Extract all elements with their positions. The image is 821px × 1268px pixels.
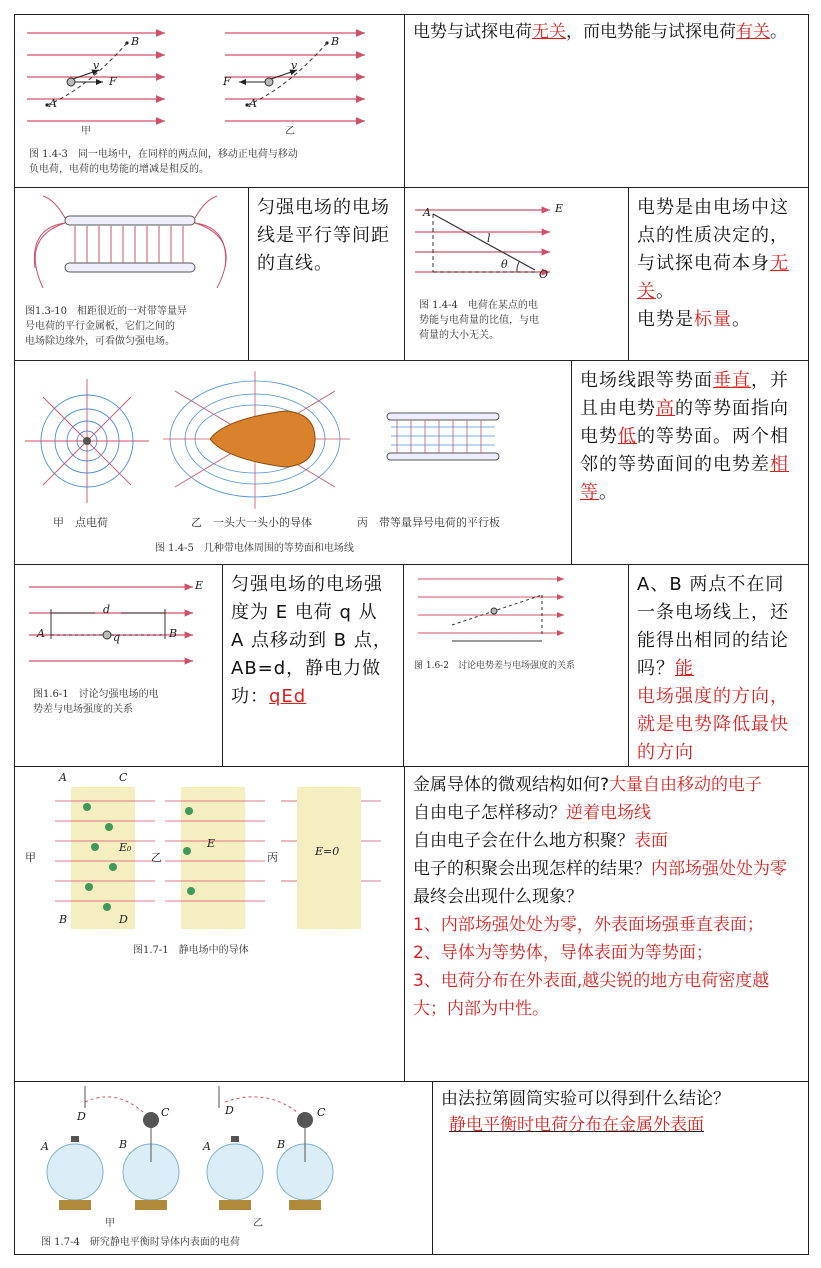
- sub-label-yi: 乙: [285, 126, 295, 137]
- label-E0: E₀: [119, 841, 132, 854]
- row6-figure-cell: [14, 1081, 433, 1255]
- figure-caption: 图1.3-10 相距很近的一对带等量异 号电荷的平行金属板，它们之间的 电场除边缘外，可看做匀强电场。: [25, 306, 188, 347]
- label-yi: 乙: [151, 851, 162, 864]
- row1-figure-cell: [14, 14, 405, 188]
- sub-label-bing: 丙 带等量异号电荷的平行板: [357, 516, 500, 529]
- row2-figure1-cell: [14, 187, 249, 361]
- label-E: E: [195, 579, 204, 592]
- equipotential-surfaces-diagram: [15, 361, 572, 521]
- label-B: B: [59, 913, 68, 926]
- figure-caption: 图 1.4-4 电荷在某点的电 势能与电荷量的比值，与电 荷量的大小无关。: [419, 300, 539, 341]
- row4-text1-cell: 匀强电场的电场强度为 E 电荷 q 从 A 点移动到 B 点，AB=d，静电力做功：qEd: [222, 564, 404, 767]
- row2-figure2-cell: [404, 187, 629, 361]
- label-B: B: [169, 627, 178, 640]
- row3-figure-cell: [14, 360, 572, 565]
- label-E: E: [207, 837, 216, 850]
- row5-text-cell: [404, 766, 809, 1082]
- figure-caption: 图 1.4-3 同一电场中，在同样的两点间，移动正电荷与移动 负电荷，电荷的电势能的增减是相反的。: [29, 149, 298, 175]
- question: 最终会出现什么现象？: [413, 887, 583, 907]
- sub-label-jia: 甲 点电荷: [53, 516, 108, 529]
- oblique-displacement-diagram: [404, 565, 629, 655]
- label-F-2: F: [223, 75, 231, 88]
- conclusion-item: 3、电荷分布在外表面,越尖锐的地方电荷密度越大；内部为中性。: [413, 971, 770, 1019]
- label-A: A: [59, 771, 67, 784]
- row4-figure1-cell: [14, 564, 223, 767]
- figure-caption: 图 1.6-2 讨论电势差与电场强度的关系: [414, 661, 575, 671]
- sub-label-yi: 乙: [253, 1218, 263, 1229]
- label-A: A: [37, 627, 45, 640]
- label-A: A: [49, 97, 57, 110]
- question: 由法拉第圆筒实验可以得到什么结论？: [441, 1089, 730, 1109]
- label-bing: 丙: [267, 851, 278, 864]
- faraday-cylinder-diagram: [15, 1082, 433, 1222]
- label-B-2: B: [331, 35, 340, 48]
- row6-text-cell: [432, 1081, 809, 1255]
- row4-figure2-cell: [403, 564, 629, 767]
- label-C-2: C: [317, 1106, 326, 1119]
- label-C: C: [161, 1106, 170, 1119]
- figure-caption: 图1.7-1 静电场中的导体: [133, 945, 249, 956]
- label-D: D: [77, 1110, 86, 1123]
- label-A: A: [41, 1140, 49, 1153]
- row4-text2-cell: A、B 两点不在同一条电场线上，还能得出相同的结论吗？能 电场强度的方向，就是电势降低最快的方向: [628, 564, 809, 767]
- label-q: q: [113, 631, 121, 644]
- label-E-zero: E=0: [315, 845, 340, 858]
- label-B: B: [119, 1138, 128, 1151]
- label-theta: θ: [501, 258, 508, 271]
- label-d: d: [103, 603, 111, 616]
- conclusion-item: 2、导体为等势体，导体表面为等势面；: [413, 943, 713, 963]
- label-D-2: D: [225, 1104, 234, 1117]
- label-v: v: [93, 59, 100, 72]
- label-A-2: A: [203, 1140, 211, 1153]
- label-v-2: v: [291, 59, 298, 72]
- qa-item: 电子的积聚会出现怎样的结果？内部场强处处为零: [413, 859, 787, 879]
- figure-1-4-3-diagram: [15, 15, 405, 145]
- label-l: l: [487, 232, 491, 245]
- sub-label-jia: 甲: [105, 1218, 115, 1229]
- conclusion-item: 1、内部场强处处为零，外表面场强垂直表面；: [413, 915, 764, 935]
- row5-figure-cell: [14, 766, 405, 1082]
- figure-caption: 图1.6-1 讨论匀强电场的电 势差与电场强度的关系: [33, 689, 159, 715]
- label-A: A: [423, 206, 431, 219]
- qa-item: 自由电子怎样移动？逆着电场线: [413, 803, 651, 823]
- qa-item: 自由电子会在什么地方积聚？表面: [413, 831, 668, 851]
- label-D: D: [119, 913, 128, 926]
- label-B-2: B: [277, 1138, 286, 1151]
- figure-caption: 图 1.7-4 研究静电平衡时导体内表面的电荷: [41, 1237, 240, 1248]
- row2-text1-cell: 匀强电场的电场线是平行等间距的直线。: [248, 187, 405, 361]
- label-F: F: [109, 75, 117, 88]
- qa-item: 金属导体的微观结构如何?大量自由移动的电子: [413, 775, 763, 795]
- sub-label-yi: 乙 一头大一头小的导体: [191, 516, 312, 529]
- answer: 静电平衡时电荷分布在金属外表面: [449, 1115, 704, 1135]
- label-E: E: [555, 202, 564, 215]
- row3-text-cell: 电场线跟等势面垂直，并且由电势高的等势面指向电势低的等势面。两个相邻的等势面间的电势差相等。: [571, 360, 809, 565]
- charge-potential-diagram: [405, 188, 629, 293]
- parallel-plates-diagram: [15, 188, 249, 298]
- uniform-field-diagram: [15, 565, 223, 685]
- label-O: O: [539, 268, 549, 281]
- label-B: B: [131, 35, 140, 48]
- label-A-2: A: [249, 97, 257, 110]
- sub-label-jia: 甲: [81, 126, 91, 137]
- row1-text-cell: 电势与试探电荷无关，而电势能与试探电荷有关。: [404, 14, 809, 188]
- label-jia: 甲: [25, 851, 36, 864]
- conductor-in-field-diagram: [15, 781, 405, 941]
- figure-caption: 图 1.4-5 几种带电体周围的等势面和电场线: [155, 543, 354, 554]
- row2-text2-cell: 电势是由电场中这点的性质决定的，与试探电荷本身无关。 电势是标量。: [628, 187, 809, 361]
- label-C: C: [119, 771, 128, 784]
